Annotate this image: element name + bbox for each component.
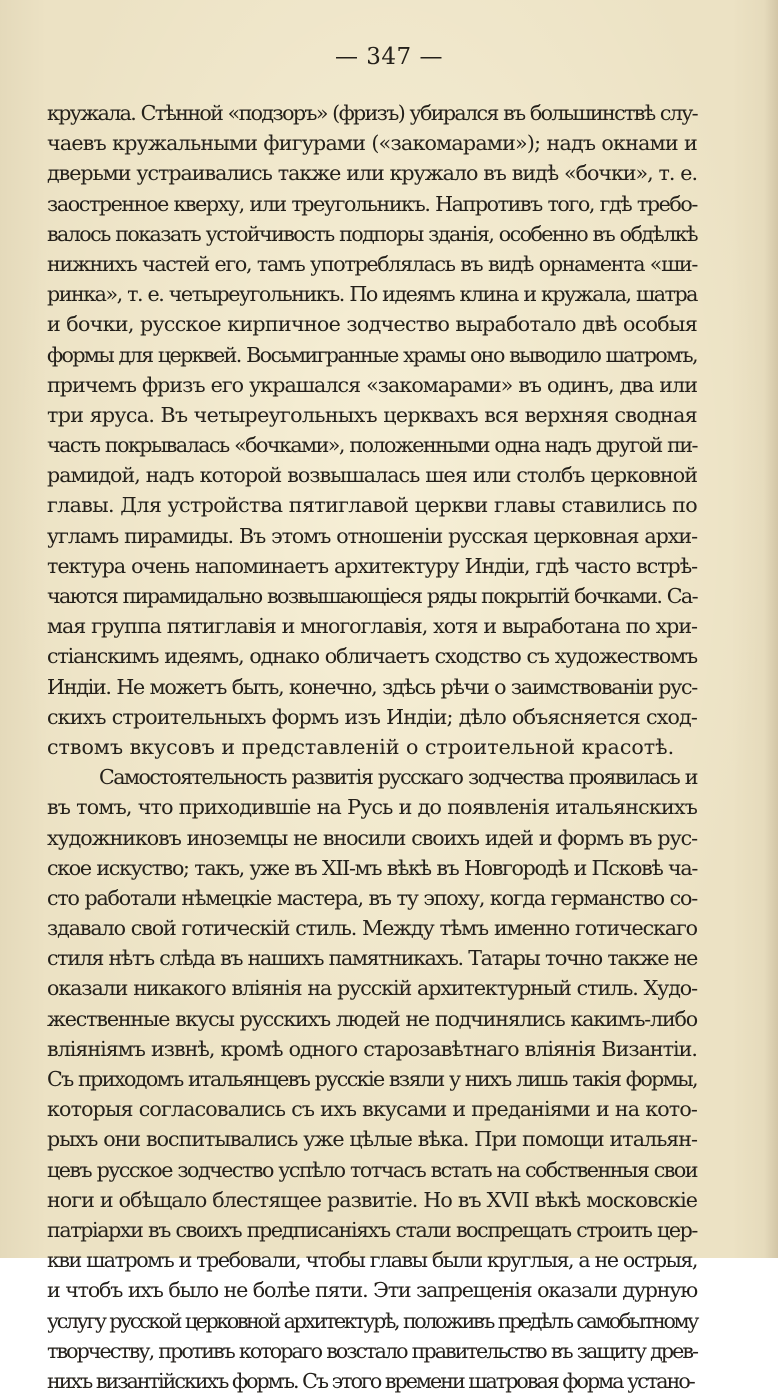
text-line: ноги и обѣщало блестящее развитіе. Но въ XVII вѣкѣ московскіе (47, 1187, 697, 1212)
text-line: сто работали нѣмецкіе мастера, въ ту эпоху, когда германство со- (47, 885, 697, 910)
text-line: причемъ фризъ его украшался «закомарами» въ одинъ, два или (47, 372, 697, 397)
text-line: рыхъ они воспитывались уже цѣлые вѣка. При помощи итальян- (47, 1127, 697, 1152)
text-line: стиля нѣтъ слѣда въ нашихъ памятникахъ. Татары точно также не (47, 946, 697, 971)
text-line: художниковъ иноземцы не вносили своихъ идей и формъ въ рус- (47, 825, 697, 850)
text-line: три яруса. Въ четыреугольныхъ церквахъ вся верхняя сводная (47, 402, 697, 427)
text-line: чаевъ кружальными фигурами («закомарами»); надъ окнами и (47, 131, 697, 156)
text-line: ское искуство; такъ, уже въ XII-мъ вѣкѣ въ Новгородѣ и Псковѣ ча- (47, 855, 697, 880)
text-line: которыя согласовались съ ихъ вкусами и преданіями и на кото- (47, 1097, 697, 1122)
text-line: скихъ строительныхъ формъ изъ Индіи; дѣло объясняется сход- (47, 704, 697, 729)
text-line: творчеству, противъ котораго возстало правительство въ защиту древ- (47, 1338, 697, 1363)
text-line: оказали никакого вліянія на русскій архитектурный стиль. Худо- (47, 976, 697, 1001)
text-line: Самостоятельность развитія русскаго зодчества проявилась и (99, 765, 697, 790)
text-line: стіанскимъ идеямъ, однако обличаетъ сходство съ художествомъ (47, 644, 697, 669)
text-line: услугу русской церковной архитектурѣ, положивъ предѣлъ самобытному (47, 1308, 697, 1333)
text-line: нихъ византійскихъ формъ. Съ этого времени шатровая форма устано- (47, 1368, 694, 1393)
page-edge-shadow (764, 0, 778, 1258)
text-line: въ томъ, что приходившіе на Русь и до появленія итальянскихъ (47, 795, 697, 820)
text-line: заостренное кверху, или треугольникъ. Напротивъ того, гдѣ требо- (47, 191, 697, 216)
text-line: валось показать устойчивость подпоры зданія, особенно въ обдѣлкѣ (47, 221, 697, 246)
text-line: нижнихъ частей его, тамъ употреблялась въ видѣ орнамента «ши- (47, 251, 697, 276)
body-text (47, 98, 697, 1396)
page-number: — 347 — (334, 44, 444, 70)
text-line: ринка», т. е. четыреугольникъ. По идеямъ клина и кружала, шатра (47, 282, 697, 307)
paragraph (47, 762, 697, 1396)
text-line: Индіи. Не можетъ быть, конечно, здѣсь рѣчи о заимствованіи рус- (47, 674, 697, 699)
text-line: главы. Для устройства пятиглавой церкви главы ставились по (47, 493, 697, 518)
text-line: рамидой, надъ которой возвышалась шея или столбъ церковной (47, 463, 697, 488)
text-line: вліяніямъ извнѣ, кромѣ одного старозавѣтнаго вліянія Византіи. (47, 1036, 697, 1061)
text-line: цевъ русское зодчество успѣло тотчасъ встать на собственныя свои (47, 1157, 697, 1182)
text-line: дверьми устраивались также или кружало въ видѣ «бочки», т. е. (47, 161, 697, 186)
text-line: и чтобъ ихъ было не болѣе пяти. Эти запрещенія оказали дурную (47, 1278, 697, 1303)
text-line: чаются пирамидально возвышающіеся ряды покрытій бочками. Са- (47, 584, 697, 608)
text-line: угламъ пирамиды. Въ этомъ отношеніи русская церковная архи- (47, 523, 697, 548)
text-line: часть покрывалась «бочками», положенными одна надъ другой пи- (47, 433, 697, 458)
paragraph (47, 98, 697, 762)
text-line: жественные вкусы русскихъ людей не подчинялись какимъ-либо (47, 1006, 697, 1031)
text-line: мая группа пятиглавія и многоглавія, хотя и выработана по хри- (47, 614, 697, 639)
text-line: патріархи въ своихъ предписаніяхъ стали воспрещать строить цер- (47, 1217, 697, 1242)
text-line: Съ приходомъ итальянцевъ русскіе взяли у нихъ лишь такія формы, (47, 1067, 697, 1091)
text-line: здавало свой готическій стиль. Между тѣмъ именно готическаго (47, 916, 697, 941)
text-line: тектура очень напоминаетъ архитектуру Индіи, гдѣ часто встрѣ- (47, 553, 697, 578)
text-line: и бочки, русское кирпичное зодчество выработало двѣ особыя (47, 312, 697, 337)
text-line: формы для церквей. Восьмигранные храмы оно выводило шатромъ, (47, 342, 697, 367)
text-line: кви шатромъ и требовали, чтобы главы были круглыя, а не острыя, (47, 1248, 697, 1273)
text-line: ствомъ вкусовъ и представленій о строительной красотѣ. (47, 734, 675, 759)
text-line: кружала. Стѣнной «подзоръ» (фризъ) убирался въ большинствѣ слу- (47, 101, 697, 125)
